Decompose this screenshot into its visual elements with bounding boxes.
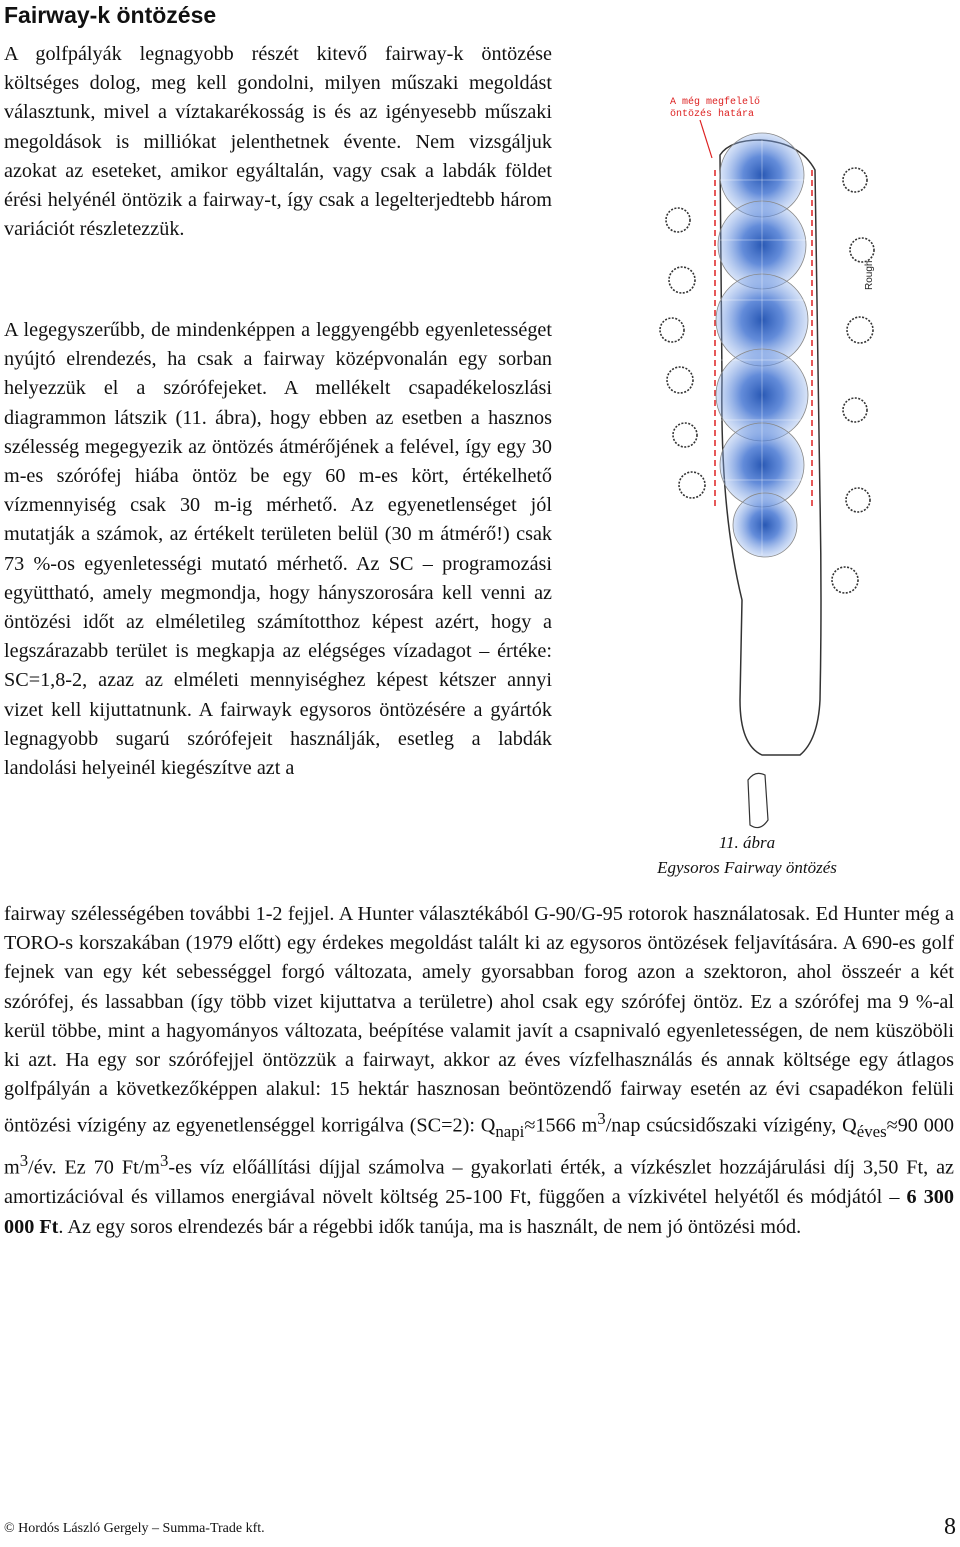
- subscript-napi: napi: [495, 1122, 525, 1142]
- superscript: 3: [160, 1151, 169, 1171]
- superscript: 3: [597, 1109, 606, 1129]
- annotation-line1: A még megfelelő: [670, 97, 761, 108]
- text-part: ≈1566 m: [524, 1115, 598, 1138]
- bunker-shape: [748, 773, 768, 827]
- subscript-eves: éves: [856, 1122, 887, 1142]
- caption-text: Egysoros Fairway öntözés: [657, 858, 837, 877]
- text-part: . Az egy soros elrendezés bár a régebbi idők tanúja, ma is használt, de nem jó öntözési mód.: [58, 1215, 802, 1238]
- annotation-line2: öntözés határa: [670, 109, 755, 120]
- footer-copyright: © Hordós László Gergely – Summa-Trade kft.: [4, 1521, 265, 1536]
- figure-caption: [622, 830, 872, 880]
- page-title: Fairway-k öntözése: [4, 2, 217, 28]
- caption-number: 11. ábra: [718, 833, 776, 852]
- paragraph-costs: [4, 900, 954, 1242]
- cost-total: 6 300 000 Ft: [4, 1186, 954, 1238]
- superscript: 3: [19, 1151, 29, 1171]
- text-part: fairway szélességében további 1-2 fejjel. A Hunter választékából G-90/G-95 rotorok használatosak. Ed Hunter még a TORO-s korszakában (1979 előtt) egy érdekes megoldást talált ki az egysoros öntözések feljavítására. A 690-es golf fejnek van egy két sebességgel forgó változata, amely gyorsabban forog azon a szektoron, ahol összeér a két szórófej, és lassabban (így több vizet kijuttatva a területre) ahol csak egy szórófej öntöz. Ez a szórófej ma 9 %-al kerül többe, mint a hagyományos változata, beépítése valamit javít a csapnivaló egyenletességen, de nem küszöböli ki azt. Ha egy sor szórófejjel öntözzük a fairwayt, akkor az éves vízfelhasználás és annak költsége egy átlagos golfpályán a következőképpen alakul: 15 hektár hasznosan beöntözendő fairway esetén az évi csapadékon felüli öntözési vízigény az egyenetlenséggel korrigálva (SC=2): Q: [4, 903, 954, 1138]
- text-part: /év. Ez 70 Ft/m: [28, 1157, 160, 1180]
- text-part: -es víz előállítási díjjal számolva – gyakorlati érték, a vízkészlet hozzájárulási díj 3,50 Ft, az amortizációval és villamos energiával növelt költség 25-100 Ft, függően a vízkivétel helyétől és módjától –: [4, 1157, 955, 1209]
- page-number: 8: [944, 1514, 956, 1540]
- rough-label: Rough: [864, 260, 875, 290]
- text-part: /nap csúcsidőszaki vízigény, Q: [605, 1115, 857, 1138]
- annotation-arrow: [700, 120, 712, 158]
- paragraph-single-row: A legegyszerűbb, de mindenképpen a leggyengébb egyenletességet nyújtó elrendezés, ha csak a fairway középvonalán egy sorban helyezzük el a szórófejeket. A mellékelt csapadékeloszlási diagrammon látszik (11. ábra), hogy ebben az esetben a hasznos szélesség megegyezik az öntözés átmérőjének a felével, így egy 30 m-es szórófej hiába öntöz be egy 60 m-es kört, értékelhető vízmennyiség csak 30 m-ig mérhető. Az egyenetlenséget jól mutatják a számok, az értékelt területen belül (30 m átmérő!) csak 73 %-os egyenletességi mutató mérhető. Az SC – programozási együttható, amely megmondja, hogy hányszorosára kell venni az öntözési időt az elméletileg számítotthoz képest azért, hogy a legszárazabb terület is megkapja az elégséges vízadagot – értéke: SC=1,8-2, azaz az elméleti mennyiséghez képest kétszer annyi vizet kell kijuttatnunk. A fairwayk egysoros öntözésére a gyártók legnagyobb sugarú szórófejeit használják, esetleg a labdák landolási helyeinél kiegészítve azt a: [4, 319, 552, 780]
- paragraph-intro: A golfpályák legnagyobb részét kitevő fairway-k öntözése költséges dolog, meg kell gondolni, milyen műszaki megoldást választunk, mivel a víztakarékosság is és az igényesebb műszaki megoldások is milliókat jelenthetnek évente. Nem vizsgáljuk azokat az eseteket, amikor egyáltalán, vagy csak a labdák földet érési helyénél öntözik a fairway-t, így csak a legelterjedtebb három variációt részletezzük.: [4, 43, 552, 241]
- text-part: ≈90 000 m: [4, 1115, 954, 1180]
- fairway-irrigation-figure: [650, 80, 890, 835]
